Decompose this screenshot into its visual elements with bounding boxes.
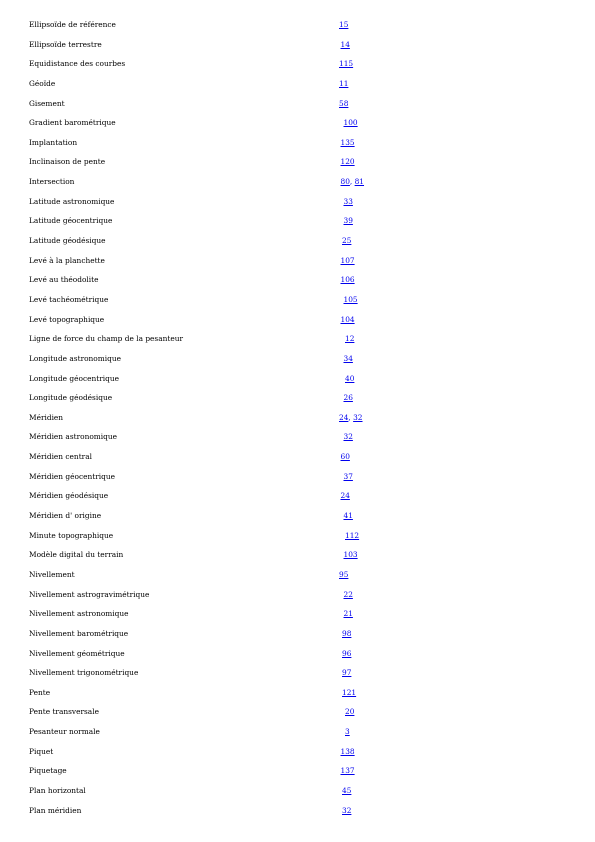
page-references (345, 526, 359, 546)
page-references (344, 427, 353, 447)
page-link[interactable]: 80 (340, 177, 350, 187)
index-term: Méridien d' origine (29, 511, 102, 521)
index-entry (0, 94, 595, 114)
page-references (342, 801, 351, 821)
page-link[interactable]: 100 (343, 118, 358, 128)
index-entry (0, 349, 595, 369)
index-term: Levé topographique (29, 314, 105, 324)
index-entry (0, 801, 595, 821)
index-entry (0, 310, 595, 330)
index-term: Pesanteur normale (29, 727, 100, 737)
page-link[interactable]: 60 (340, 452, 350, 462)
index-term: Méridien géocentrique (29, 471, 115, 481)
page-link[interactable]: 33 (343, 196, 353, 206)
index-term: Nivellement barométrique (29, 628, 129, 638)
page-link[interactable]: 103 (343, 550, 358, 560)
page-link[interactable]: 104 (340, 314, 355, 324)
page-references (345, 329, 354, 349)
index-entry (0, 506, 595, 526)
index-term: Longitude astronomique (29, 353, 121, 363)
page-link[interactable]: 107 (340, 255, 355, 265)
index-term: Intersection (29, 177, 75, 187)
page-references (344, 211, 353, 231)
index-list (0, 15, 595, 820)
page-link[interactable]: 95 (339, 569, 349, 579)
page-references (344, 388, 353, 408)
index-term: Gisement (29, 98, 65, 108)
page-link[interactable]: 96 (342, 648, 352, 658)
index-entry (0, 35, 595, 55)
page-references (344, 349, 353, 369)
index-entry (0, 761, 595, 781)
page-references (342, 624, 351, 644)
page-link[interactable]: 24 (340, 491, 350, 501)
index-entry (0, 722, 595, 742)
page-link[interactable]: 34 (343, 353, 353, 363)
index-term: Longitude géodésique (29, 393, 113, 403)
page-references (341, 133, 355, 153)
page-link[interactable]: 81 (354, 177, 365, 187)
index-term: Latitude géodésique (29, 236, 106, 246)
index-term: Méridien astronomique (29, 432, 118, 442)
index-term: Piquetage (29, 766, 67, 776)
index-entry (0, 329, 595, 349)
page-link[interactable]: 112 (345, 530, 360, 540)
page-references (344, 290, 358, 310)
page-link[interactable]: 41 (343, 511, 353, 521)
page-references (341, 251, 355, 271)
page-references (344, 467, 353, 487)
index-entry (0, 427, 595, 447)
index-entry (0, 683, 595, 703)
index-term: Inclinaison de pente (29, 157, 106, 167)
page-references (341, 486, 350, 506)
index-entry (0, 54, 595, 74)
index-term: Nivellement astronomique (29, 609, 129, 619)
page-references (344, 585, 353, 605)
page-references (339, 94, 348, 114)
page-references (344, 604, 353, 624)
page-link[interactable]: 32 (353, 412, 363, 422)
page-link[interactable]: 11 (339, 78, 349, 88)
index-term: Nivellement (29, 569, 75, 579)
page-references (345, 722, 350, 742)
page-link[interactable]: 39 (343, 216, 353, 226)
index-term: Levé tachéométrique (29, 294, 109, 304)
index-entry (0, 152, 595, 172)
page-link[interactable]: 24 (339, 412, 349, 422)
page-references (341, 172, 365, 192)
index-entry (0, 133, 595, 153)
page-link[interactable]: 120 (340, 157, 355, 167)
page-references (341, 447, 350, 467)
index-entry (0, 565, 595, 585)
page-references (342, 781, 351, 801)
index-entry (0, 270, 595, 290)
page-references (341, 270, 355, 290)
index-entry (0, 113, 595, 133)
index-term: Equidistance des courbes (29, 59, 126, 69)
page-link[interactable]: 58 (339, 98, 349, 108)
index-entry (0, 663, 595, 683)
index-term: Piquet (29, 746, 54, 756)
index-term: Gradient barométrique (29, 118, 116, 128)
page-separator: , (349, 177, 355, 187)
page-link[interactable]: 138 (340, 746, 355, 756)
page-link[interactable]: 26 (343, 393, 353, 403)
index-entry (0, 644, 595, 664)
page-link[interactable]: 137 (340, 766, 355, 776)
index-entry (0, 369, 595, 389)
index-entry (0, 290, 595, 310)
index-term: Nivellement trigonométrique (29, 668, 139, 678)
index-term: Modèle digital du terrain (29, 550, 124, 560)
page-references (345, 369, 354, 389)
page-link[interactable]: 121 (342, 687, 357, 697)
page-link[interactable]: 25 (342, 236, 352, 246)
page-link[interactable]: 3 (345, 727, 350, 737)
page-references (342, 644, 351, 664)
index-term: Nivellement géométrique (29, 648, 125, 658)
index-entry (0, 388, 595, 408)
page-references (341, 761, 355, 781)
index-term: Méridien géodésique (29, 491, 109, 501)
index-term: Pente (29, 687, 51, 697)
page-references (342, 663, 351, 683)
index-entry (0, 74, 595, 94)
page-link[interactable]: 15 (339, 20, 349, 29)
index-term: Latitude astronomique (29, 196, 115, 206)
page-link[interactable]: 32 (343, 432, 353, 442)
index-term: Longitude géocentrique (29, 373, 119, 383)
page-references (341, 742, 355, 762)
index-term: Minute topographique (29, 530, 114, 540)
index-entry (0, 742, 595, 762)
page-references (339, 408, 363, 428)
page-references (339, 565, 348, 585)
index-entry (0, 781, 595, 801)
page-link[interactable]: 40 (345, 373, 355, 383)
page-link[interactable]: 21 (343, 609, 353, 619)
index-entry (0, 192, 595, 212)
page-link[interactable]: 20 (345, 707, 355, 717)
index-entry (0, 15, 595, 35)
index-term: Méridien (29, 412, 64, 422)
page-references (339, 54, 353, 74)
index-entry (0, 702, 595, 722)
page-references (341, 152, 355, 172)
index-term: Plan horizontal (29, 785, 86, 795)
index-entry (0, 251, 595, 271)
page-separator: , (348, 412, 354, 422)
page-references (344, 545, 358, 565)
index-term: Nivellement astrogravimétrique (29, 589, 150, 599)
index-entry (0, 231, 595, 251)
index-entry (0, 585, 595, 605)
index-term: Implantation (29, 137, 78, 147)
index-term: Pente transversale (29, 707, 99, 717)
page-references (344, 192, 353, 212)
index-entry (0, 211, 595, 231)
index-entry (0, 604, 595, 624)
page-references (345, 702, 354, 722)
index-entry (0, 526, 595, 546)
index-entry (0, 486, 595, 506)
page-link[interactable]: 37 (343, 471, 353, 481)
page-link[interactable]: 98 (342, 628, 352, 638)
index-entry (0, 408, 595, 428)
page-link[interactable]: 105 (343, 294, 358, 304)
index-term: Méridien central (29, 452, 92, 462)
page-link[interactable]: 45 (342, 785, 352, 795)
page-references (344, 506, 353, 526)
page-link[interactable]: 135 (340, 137, 355, 147)
index-term: Plan méridien (29, 805, 82, 815)
page-references (341, 310, 355, 330)
index-term: Levé au théodolite (29, 275, 99, 285)
index-entry (0, 172, 595, 192)
index-entry (0, 545, 595, 565)
index-entry (0, 447, 595, 467)
index-term: Levé à la planchette (29, 255, 105, 265)
page-references (339, 15, 348, 35)
page-references (341, 35, 350, 55)
page-references (342, 231, 351, 251)
index-term: Géoïde (29, 78, 56, 88)
index-term: Ellipsoïde terrestre (29, 39, 102, 49)
page-references (344, 113, 358, 133)
page-link[interactable]: 14 (340, 39, 350, 49)
index-term: Ligne de force du champ de la pesanteur (29, 334, 184, 344)
page-references (342, 683, 356, 703)
index-entry (0, 624, 595, 644)
page-link[interactable]: 106 (340, 275, 355, 285)
page-link[interactable]: 12 (345, 334, 355, 344)
page-link[interactable]: 22 (343, 589, 353, 599)
page-link[interactable]: 115 (339, 59, 354, 69)
page-references (339, 74, 348, 94)
index-term: Latitude géocentrique (29, 216, 113, 226)
page-link[interactable]: 97 (342, 668, 352, 678)
index-term: Ellipsoïde de référence (29, 20, 116, 29)
index-entry (0, 467, 595, 487)
page-link[interactable]: 32 (342, 805, 352, 815)
